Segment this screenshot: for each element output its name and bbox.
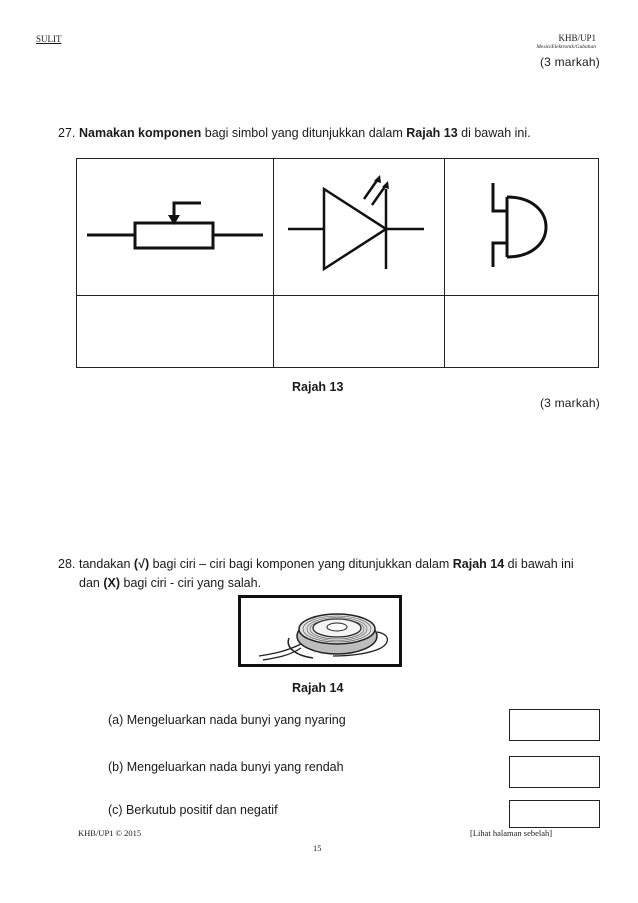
answer-cell-1[interactable] xyxy=(77,296,274,368)
symbol-cell-1 xyxy=(77,159,274,296)
q27-end: di bawah ini. xyxy=(457,126,531,140)
q28-number: 28. xyxy=(58,557,76,571)
q27-text xyxy=(79,124,531,143)
q28-line1-b: bagi ciri – ciri bagi komponen yang ditunjukkan dalam xyxy=(149,557,453,571)
buzzer-symbol-icon xyxy=(445,159,598,290)
footer-left: KHB/UP1 © 2015 xyxy=(78,828,142,838)
answer-box-c[interactable] xyxy=(509,800,600,828)
header-code-text: KHB/UP1 xyxy=(558,33,596,43)
rajah-13-caption: Rajah 13 xyxy=(292,380,344,394)
q28-item-c: (c) Berkutub positif dan negatif xyxy=(108,803,278,817)
answer-cell-2[interactable] xyxy=(274,296,445,368)
q28-line1-a: tandakan xyxy=(79,557,134,571)
q28-tick: (√) xyxy=(133,557,150,571)
marks-top: (3 markah) xyxy=(539,55,600,69)
header-sulit: SULIT xyxy=(36,34,62,44)
answer-row xyxy=(77,296,599,368)
answer-cell-3[interactable] xyxy=(445,296,599,368)
q28-line-1 xyxy=(79,555,599,574)
q28-item-b: (b) Mengeluarkan nada bunyi yang rendah xyxy=(108,760,344,774)
symbol-cell-2 xyxy=(274,159,445,296)
symbol-row xyxy=(77,159,599,296)
led-symbol-icon xyxy=(274,159,444,290)
page-number: 15 xyxy=(313,843,322,853)
q28-line2-b: bagi ciri - ciri yang salah. xyxy=(120,576,262,590)
q28-line1-c: di bawah ini xyxy=(504,557,574,571)
q27-ref: Rajah 13 xyxy=(406,126,458,140)
q27-mid: bagi simbol yang ditunjukkan dalam xyxy=(201,126,407,140)
buzzer-photo xyxy=(238,595,402,667)
variable-resistor-symbol-icon xyxy=(77,159,273,290)
q28-x-mark: (X) xyxy=(103,576,121,590)
answer-box-a[interactable] xyxy=(509,709,600,741)
rajah-14-caption: Rajah 14 xyxy=(292,681,344,695)
footer-right: [Lihat halaman sebelah] xyxy=(470,828,553,838)
q28-text xyxy=(79,555,599,593)
q28-line-2 xyxy=(79,574,599,593)
q27-marks: (3 markah) xyxy=(539,396,600,410)
q28-ref: Rajah 14 xyxy=(452,557,505,571)
buzzer-image-icon xyxy=(241,598,399,664)
symbol-cell-3 xyxy=(445,159,599,296)
q28-item-a: (a) Mengeluarkan nada bunyi yang nyaring xyxy=(108,713,346,727)
answer-box-b[interactable] xyxy=(509,756,600,788)
header-code xyxy=(536,33,596,50)
q27-bold: Namakan komponen xyxy=(79,126,202,140)
q27-number: 27. xyxy=(58,126,76,140)
header-subtitle: Mesin/Elektronik/Gubahan xyxy=(536,44,596,50)
q28-line2-a: dan xyxy=(79,576,104,590)
symbol-table xyxy=(76,158,599,368)
